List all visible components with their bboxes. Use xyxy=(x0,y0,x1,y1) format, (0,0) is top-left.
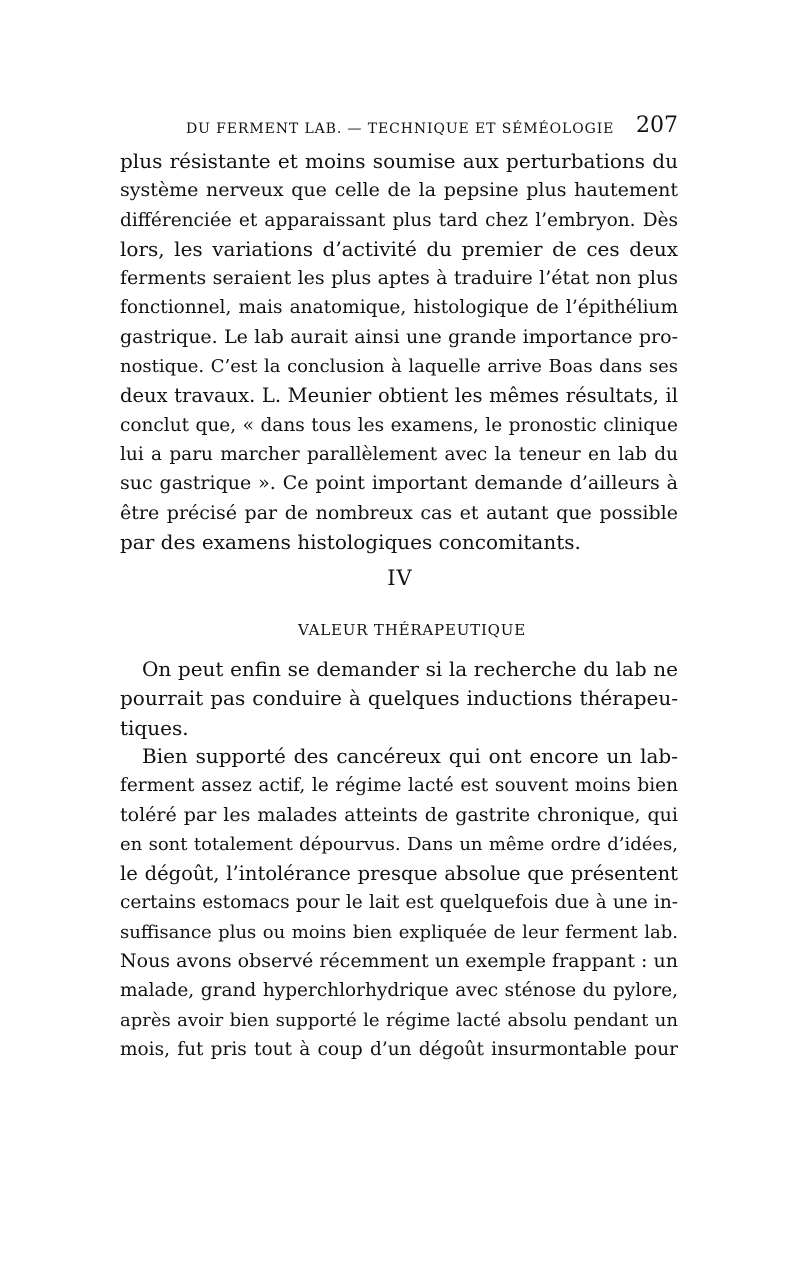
section-number: IV xyxy=(387,566,413,590)
text-line: ferments seraient les plus aptes à traduire l’état non plus xyxy=(120,267,678,290)
text-line: en sont totalement dépourvus. Dans un même ordre d’idées, xyxy=(120,833,678,855)
text-line: différenciée et apparaissant plus tard chez l’embryon. Dès xyxy=(120,209,678,231)
text-line: pourrait pas conduire à quelques inductions thérapeu- xyxy=(120,686,678,711)
text-line: le dégoût, l’intolérance presque absolue que présentent xyxy=(120,862,678,886)
text-line: Nous avons observé récemment un exemple frappant : un xyxy=(120,950,678,973)
page-number: 207 xyxy=(636,113,678,138)
text-line: malade, grand hyperchlorhydrique avec sténose du pylore, xyxy=(120,980,678,1002)
text-line: par des examens histologiques concomitants. xyxy=(120,529,581,554)
text-line: être précisé par de nombreux cas et autant que possible xyxy=(120,501,678,524)
text-line: conclut que, « dans tous les examens, le pronostic clinique xyxy=(120,414,678,436)
text-line: mois, fut pris tout à coup d’un dégoût insurmontable pour xyxy=(120,1038,678,1060)
text-line: tiques. xyxy=(120,715,189,740)
text-line: système nerveux que celle de la pepsine plus hautement xyxy=(120,179,678,202)
text-line: On peut enfin se demander si la recherche du lab ne xyxy=(142,657,678,681)
text-line: gastrique. Le lab aurait ainsi une grande importance pro- xyxy=(120,325,678,348)
text-line: lors, les variations d’activité du premier de ces deux xyxy=(120,236,678,261)
text-line: après avoir bien supporté le régime lacté absolu pendant un xyxy=(120,1009,678,1031)
text-line: suffisance plus ou moins bien expliquée de leur ferment lab. xyxy=(120,921,678,943)
text-line: ferment assez actif, le régime lacté est souvent moins bien xyxy=(120,775,678,797)
paragraph-2 xyxy=(120,655,678,743)
text-line: toléré par les malades atteints de gastrite chronique, qui xyxy=(120,803,678,826)
text-line: suc gastrique ». Ce point important demande d’ailleurs à xyxy=(120,472,678,495)
text-line: certains estomacs pour le lait est quelquefois due à une in- xyxy=(120,892,678,914)
text-line: nostique. C’est la conclusion à laquelle arrive Boas dans ses xyxy=(120,356,678,378)
text-line: fonctionnel, mais anatomique, histologique de l’épithélium xyxy=(120,297,678,319)
paragraph-1 xyxy=(120,147,678,557)
text-line: lui a paru marcher parallèlement avec la teneur en lab du xyxy=(120,443,678,465)
text-line: deux travaux. L. Meunier obtient les mêmes résultats, il xyxy=(120,384,678,408)
text-line: Bien supporté des cancéreux qui ont encore un lab- xyxy=(142,744,678,768)
running-title: DU FERMENT LAB. — TECHNIQUE ET SÉMÉOLOGIE xyxy=(186,121,615,137)
paragraph-3 xyxy=(120,742,678,1064)
section-title: VALEUR THÉRAPEUTIQUE xyxy=(298,621,526,639)
text-line: plus résistante et moins soumise aux perturbations du xyxy=(120,149,678,173)
running-head xyxy=(186,113,678,143)
